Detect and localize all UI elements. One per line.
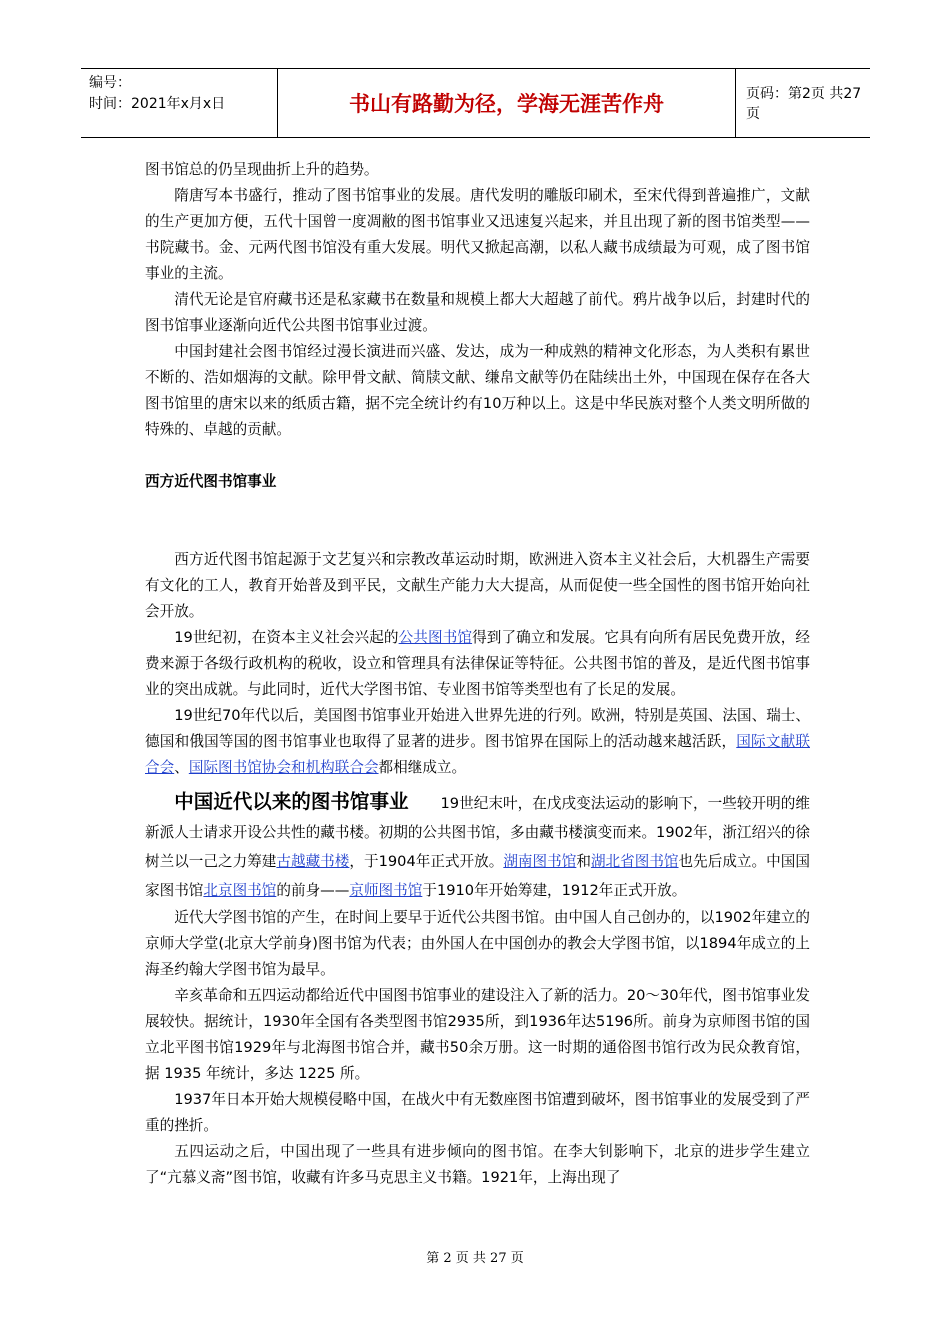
page-header: [81, 68, 870, 138]
link-hubei-library[interactable]: 湖北省图书馆: [590, 853, 679, 870]
text: ，于1904年正式开放。: [349, 853, 504, 870]
section-heading-china: 中国近代以来的图书馆事业: [174, 790, 409, 813]
paragraph: 辛亥革命和五四运动都给近代中国图书馆事业的建设注入了新的活力。20～30年代，图书馆事业发展较快。据统计，1930年全国有各类型图书馆2935所，到1936年达5196所。前身为京师图书馆的国立北平图书馆1929年与北海图书馆合并，藏书50余万册。这一时期的通俗图书馆行改为民众教育馆，据 1935 年统计，多达 1225 所。: [145, 987, 810, 1082]
text: 得到了确立和发展。它具有向所有居民免费开放，经费来源于各级行政机构的税收，设立和管理具有法律保证等特征。公共图书馆的普及，是近代图书馆事业的突出成就。与此同时，近代大学图书馆、专业图书馆等类型也有了长足的发展。: [145, 629, 810, 698]
paragraph: 西方近代图书馆起源于文艺复兴和宗教改革运动时期，欧洲进入资本主义社会后，大机器生产需要有文化的工人，教育开始普及到平民，文献生产能力大大提高，从而促使一些全国性的图书馆开始向社会开放。: [145, 551, 810, 620]
paragraph: [145, 787, 810, 905]
text: 19世纪70年代以后，美国图书馆事业开始进入世界先进的行列。欧洲，特别是英国、法国、瑞士、德国和俄国等国的图书馆事业也取得了显著的进步。图书馆界在国际上的活动越来越活跃，: [145, 707, 810, 750]
text: 都相继成立。: [378, 759, 467, 776]
link-fid[interactable]: 国际文献联合会: [145, 733, 810, 776]
paragraph: 中国封建社会图书馆经过漫长演进而兴盛、发达，成为一种成熟的精神文化形态，为人类积有累世不断的、浩如烟海的文献。除甲骨文献、简牍文献、缣帛文献等仍在陆续出土外，中国现在保存在各大图书馆里的唐宋以来的纸质古籍，据不完全统计约有10万种以上。这是中华民族对整个人类文明所做的特殊的、卓越的贡献。: [145, 343, 810, 438]
paragraph: 五四运动之后，中国出现了一些具有进步倾向的图书馆。在李大钊影响下，北京的进步学生建立了“亢慕义斋”图书馆，收藏有许多马克思主义书籍。1921年，上海出现了: [145, 1143, 810, 1186]
paragraph: 图书馆总的仍呈现曲折上升的趋势。: [145, 161, 379, 178]
document-body: [145, 157, 810, 1191]
link-public-library[interactable]: 公共图书馆: [398, 629, 473, 646]
text: 19世纪初，在资本主义社会兴起的: [174, 629, 399, 646]
section-heading-western: 西方近代图书馆事业: [145, 473, 277, 490]
paragraph: 清代无论是官府藏书还是私家藏书在数量和规模上都大大超越了前代。鸦片战争以后，封建时代的图书馆事业逐渐向近代公共图书馆事业过渡。: [145, 291, 810, 334]
paragraph: 隋唐写本书盛行，推动了图书馆事业的发展。唐代发明的雕版印刷术，至宋代得到普遍推广，文献的生产更加方便，五代十国曾一度凋敝的图书馆事业又迅速复兴起来，并且出现了新的图书馆类型——书院藏书。金、元两代图书馆没有重大发展。明代又掀起高潮，以私人藏书成绩最为可观，成了图书馆事业的主流。: [145, 187, 810, 282]
paragraph: [145, 625, 810, 703]
link-jingshi-library[interactable]: 京师图书馆: [349, 882, 423, 899]
text: 的前身——: [276, 882, 350, 899]
header-motto: 书山有路勤为径，学海无涯苦作舟: [278, 69, 736, 137]
paragraph: 近代大学图书馆的产生，在时间上要早于近代公共图书馆。由中国人自己创办的，以1902年建立的京师大学堂(北京大学前身)图书馆为代表；由外国人在中国创办的教会大学图书馆，以1894年成立的上海圣约翰大学图书馆为最早。: [145, 909, 810, 978]
paragraph: [145, 703, 810, 781]
paragraph: 1937年日本开始大规模侵略中国，在战火中有无数座图书馆遭到破坏，图书馆事业的发展受到了严重的挫折。: [145, 1091, 810, 1134]
code-label: 编号：: [89, 75, 131, 91]
text: 也先后成立。中国国家图书馆: [145, 853, 810, 899]
header-page-info: 页码：第2页 共27页: [746, 86, 862, 122]
text: 于1910年开始筹建，1912年正式开放。: [422, 882, 687, 899]
link-guyue-library[interactable]: 古越藏书楼: [276, 853, 350, 870]
header-meta: [81, 69, 278, 137]
link-beijing-library[interactable]: 北京图书馆: [203, 882, 277, 899]
link-ifla[interactable]: 国际图书馆协会和机构联合会: [188, 759, 379, 776]
page-footer: 第 2 页 共 27 页: [426, 1251, 524, 1266]
text: 、: [174, 759, 189, 776]
text: 和: [576, 853, 591, 870]
time-label: 时间：2021年x月x日: [89, 96, 226, 112]
link-hunan-library[interactable]: 湖南图书馆: [503, 853, 577, 870]
text: 19世纪末叶，在戊戌变法运动的影响下，一些较开明的维新派人士请求开设公共性的藏书楼。初期的公共图书馆，多由藏书楼演变而来。1902年，浙江绍兴的徐树兰以一己之力筹建: [145, 795, 810, 870]
